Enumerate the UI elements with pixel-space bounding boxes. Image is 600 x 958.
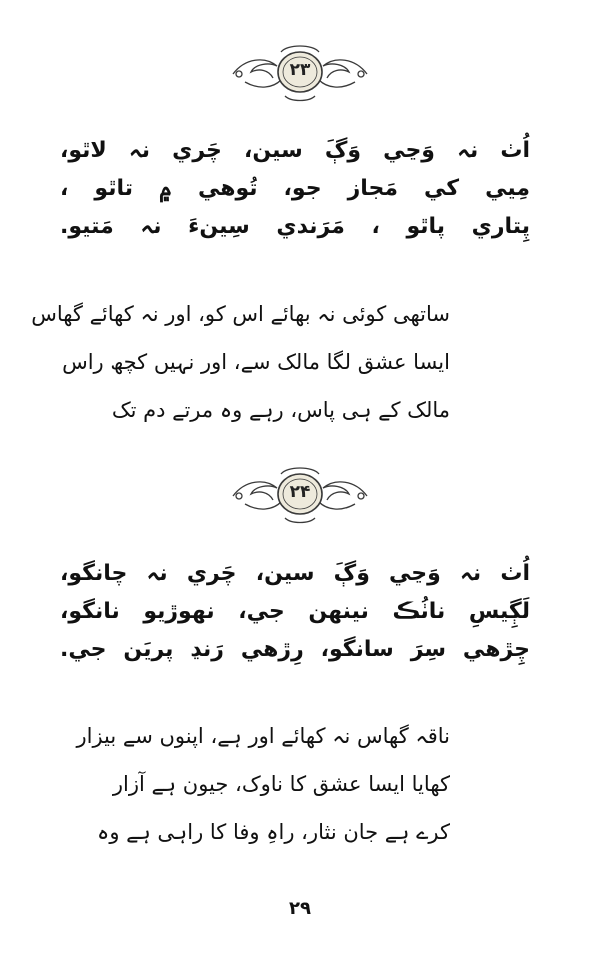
verse-line: چِڙهي سِرَ سانگو، رِڙهي رَنڍ پريَن جي. xyxy=(60,637,530,662)
section-ornament-2 xyxy=(225,462,375,526)
translation-line: مالک کے ہی پاس، رہے وہ مرتے دم تک xyxy=(111,398,450,422)
section-ornament-1 xyxy=(225,40,375,104)
sindhi-verse-1 xyxy=(60,132,530,246)
verse-line: پِتاري پاٿو ، مَرَندي سِينءَ نہ مَتيو. xyxy=(60,214,530,239)
urdu-translation-1 xyxy=(31,290,450,434)
translation-line: کرے ہے جان نثار، راہِ وفا کا راہی ہے وہ xyxy=(97,820,450,844)
verse-line: اُٺ نہ وَڃي وَڳَ سين، چَري نہ لاٿو، xyxy=(60,138,530,163)
urdu-translation-2 xyxy=(76,712,450,856)
verse-line: اُٺ نہ وَڃي وَڳَ سين، چَري نہ چانگو، xyxy=(60,561,530,586)
ornament-number: ۲۴ xyxy=(289,482,311,502)
ornament-number: ۲۳ xyxy=(289,60,311,80)
verse-line: مِيي کي مَجاز جو، تُوهي ۾ تاٿو ، xyxy=(60,176,530,201)
translation-line: ایسا عشق لگا مالک سے، اور نہیں کچھ راس xyxy=(62,350,450,374)
translation-line: ناقہ گھاس نہ کھائے اور ہے، اپنوں سے بیزار xyxy=(76,724,450,748)
page-number: ۲۹ xyxy=(289,898,311,919)
translation-line: کھایا ایسا عشق کا ناوک، جیون ہے آزار xyxy=(112,772,450,796)
translation-line: ساتھی کوئی نہ بھائے اس کو، اور نہ کھائے گھاس xyxy=(31,302,450,326)
sindhi-verse-2 xyxy=(60,555,530,669)
verse-line: لَڳِيسِ ناٺُڪ نينهن جي، نهوڙيو نانگو، xyxy=(60,599,530,624)
